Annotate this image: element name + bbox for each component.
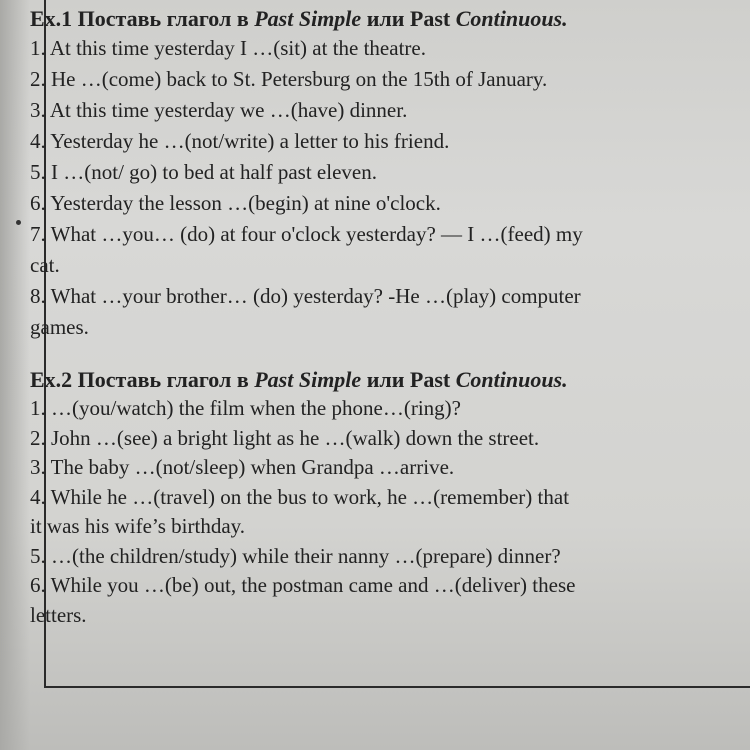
exercise-2-title <box>30 365 740 394</box>
exercise-1-title-italic: Past Simple <box>254 6 362 31</box>
exercise-1-item-1: 1. At this time yesterday I …(sit) at the theatre. <box>30 36 426 60</box>
exercise-2-item-1: 1. …(you/watch) the film when the phone…(ring)? <box>30 396 461 420</box>
exercise-1-title-part: Ex.1 Поставь глагол в <box>30 6 255 31</box>
exercise-2-item-5: 5. …(the children/study) while their nanny …(prepare) dinner? <box>30 543 561 568</box>
bullet-mark <box>16 220 21 225</box>
exercise-1-item-5: 5. I …(not/ go) to bed at half past eleven. <box>30 160 377 184</box>
exercise-2-title-italic: Continuous. <box>455 367 568 392</box>
exercise-2-title-part: Ex.2 Поставь глагол в <box>30 367 255 392</box>
exercise-1-item-8: 8. What …your brother… (do) yesterday? -He …(play) computer <box>30 284 581 308</box>
page-shadow <box>0 0 30 750</box>
worksheet <box>30 4 740 630</box>
exercise-1-title-italic: Continuous. <box>455 6 568 31</box>
exercise-2-item-6-cont: letters. <box>30 602 87 627</box>
exercise-2-item-2: 2. John …(see) a bright light as he …(walk) down the street. <box>30 425 540 450</box>
exercise-1-item-7-cont: cat. <box>30 253 60 277</box>
exercise-1-item-4: 4. Yesterday he …(not/write) a letter to his friend. <box>30 129 450 153</box>
exercise-2-item-3: 3. The baby …(not/sleep) when Grandpa …arrive. <box>30 455 455 479</box>
exercise-1-item-3: 3. At this time yesterday we …(have) dinner. <box>30 98 408 122</box>
exercise-2-item-4: 4. While he …(travel) on the bus to work, he …(remember) that <box>30 484 570 509</box>
exercise-1-item-7: 7. What …you… (do) at four o'clock yesterday? — I …(feed) my <box>30 222 583 246</box>
exercise-2-title-italic: Past Simple <box>254 367 362 392</box>
exercise-2-title-part: или Past <box>361 367 456 392</box>
exercise-1-title-part: или Past <box>361 6 456 31</box>
exercise-1-item-2: 2. He …(come) back to St. Petersburg on the 15th of January. <box>30 67 548 91</box>
exercise-1-item-6: 6. Yesterday the lesson …(begin) at nine o'clock. <box>30 191 441 215</box>
exercise-1-item-8-cont: games. <box>30 315 89 339</box>
exercise-2-item-6: 6. While you …(be) out, the postman came and …(deliver) these <box>30 573 576 597</box>
exercise-2-item-4-cont: it was his wife’s birthday. <box>30 514 246 538</box>
exercise-1 <box>30 4 740 343</box>
exercise-2 <box>30 365 740 630</box>
exercise-1-title <box>30 4 740 33</box>
